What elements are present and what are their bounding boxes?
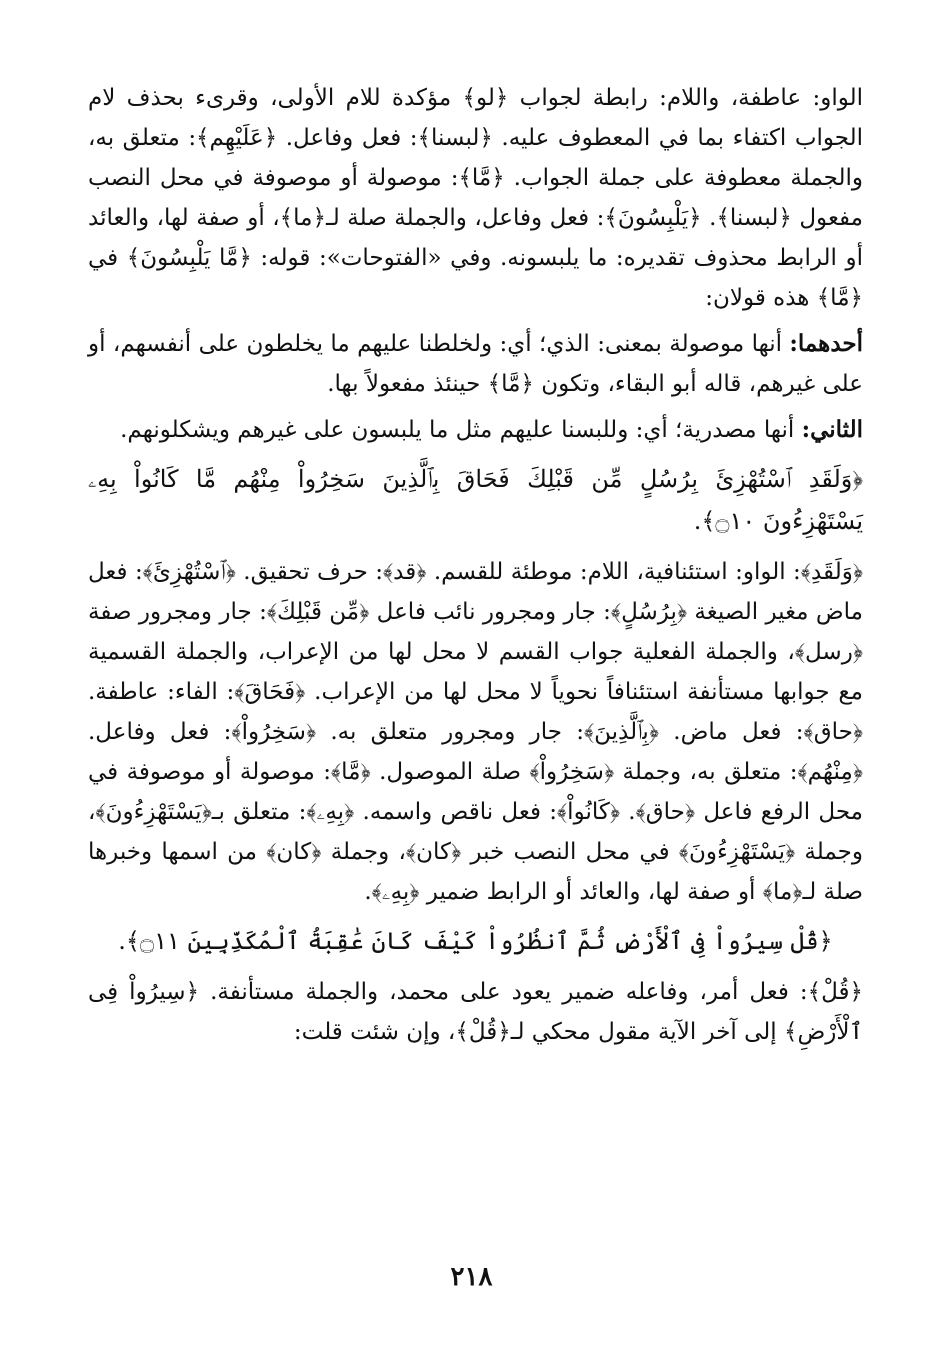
page-number: ٢١٨: [450, 1262, 493, 1292]
paragraph-2-lead: أحدهما:: [789, 330, 863, 357]
paragraph-4: ﴿وَلَقَدِ﴾: الواو: استئنافية، اللام: موطئة للقسم. ﴿قد﴾: حرف تحقيق. ﴿ٱسْتُهْزِئَ﴾: فعل ماض مغير الصيغة ﴿بِرُسُلٍ﴾: جار ومجرور نائب فاعل ﴿مِّن قَبْلِكَ﴾: جار ومجرور صفة ﴿رسل﴾، والجملة الفعلية جواب القسم لا محل لها من الإعراب، والجملة القسمية مع جوابها مستأنفة استئنافاً نحوياً لا محل لها من الإعراب. ﴿فَحَاقَ﴾: الفاء: عاطفة. ﴿حاق﴾: فعل ماض. ﴿بِٱلَّذِينَ﴾: جار ومجرور متعلق به. ﴿سَخِرُواْ﴾: فعل وفاعل. ﴿مِنْهُم﴾: متعلق به، وجملة ﴿سَخِرُواْ﴾ صلة الموصول. ﴿مَّا﴾: موصولة أو موصوفة في محل الرفع فاعل ﴿حاق﴾. ﴿كَانُواْ﴾: فعل ناقص واسمه. ﴿بِهِۦ﴾: متعلق بـ﴿يَسْتَهْزِءُونَ﴾، وجملة ﴿يَسْتَهْزِءُونَ﴾ في محل النصب خبر ﴿كان﴾، وجملة ﴿كان﴾ من اسمها وخبرها صلة لـ﴿ما﴾ أو صفة لها، والعائد أو الرابط ضمير ﴿بِهِۦ﴾.: [88, 559, 863, 905]
paragraph-3-lead: الثاني:: [801, 416, 863, 443]
paragraph-3: [88, 410, 863, 450]
paragraph-1: [88, 78, 863, 318]
paragraph-2-text: أنها موصولة بمعنى: الذي؛ أي: ولخلطنا عليهم ما يخلطون على أنفسهم، أو على غيرهم، قاله أبو البقاء، وتكون ﴿مَّا﴾ حينئذ مفعولاً بها.: [88, 331, 863, 397]
paragraph-2: [88, 324, 863, 404]
page-body: [88, 78, 863, 1058]
paragraph-3-text: أنها مصدرية؛ أي: وللبسنا عليهم مثل ما يلبسون على غيرهم ويشكلونهم.: [120, 417, 802, 443]
paragraph-1-text: الواو: عاطفة، واللام: رابطة لجواب ﴿لو﴾ مؤكدة للام الأولى، وقرىء بحذف لام الجواب اكتفاء بما في المعطوف عليه. ﴿لبسنا﴾: فعل وفاعل. ﴿عَلَيْهِم﴾: متعلق به، والجملة معطوفة على جملة الجواب. ﴿مَّا﴾: موصولة أو موصوفة في محل النصب مفعول ﴿لبسنا﴾. ﴿يَلْبِسُونَ﴾: فعل وفاعل، والجملة صلة لـ﴿ما﴾، أو صفة لها، والعائد أو الرابط محذوف تقديره: ما يلبسونه. وفي «الفتوحات»: قوله: ﴿مَّا يَلْبِسُونَ﴾ في ﴿مَّا﴾ هذه قولان:: [88, 85, 863, 311]
quran-verse-11: ﴿قُلْ سِيرُواْ فِى ٱلْأَرْضِ ثُمَّ ٱنظُرُواْ كَيْفَ كَانَ عَٰقِبَةُ ٱلْمُكَذِّبِينَ ۝١١﴾.: [118, 927, 833, 955]
paragraph-5: ﴿قُلْ﴾: فعل أمر، وفاعله ضمير يعود على محمد، والجملة مستأنفة. ﴿سِيرُواْ فِى ٱلْأَرْضِ﴾ إلى آخر الآية مقول محكي لـ﴿قُلْ﴾، وإن شئت قلت:: [88, 979, 863, 1045]
quran-verse-10: ﴿وَلَقَدِ ٱسْتُهْزِئَ بِرُسُلٍ مِّن قَبْلِكَ فَحَاقَ بِٱلَّذِينَ سَخِرُواْ مِنْهُم مَّا كَانُواْ بِهِۦ يَسْتَهْزِءُونَ ۝١٠﴾.: [88, 465, 863, 535]
